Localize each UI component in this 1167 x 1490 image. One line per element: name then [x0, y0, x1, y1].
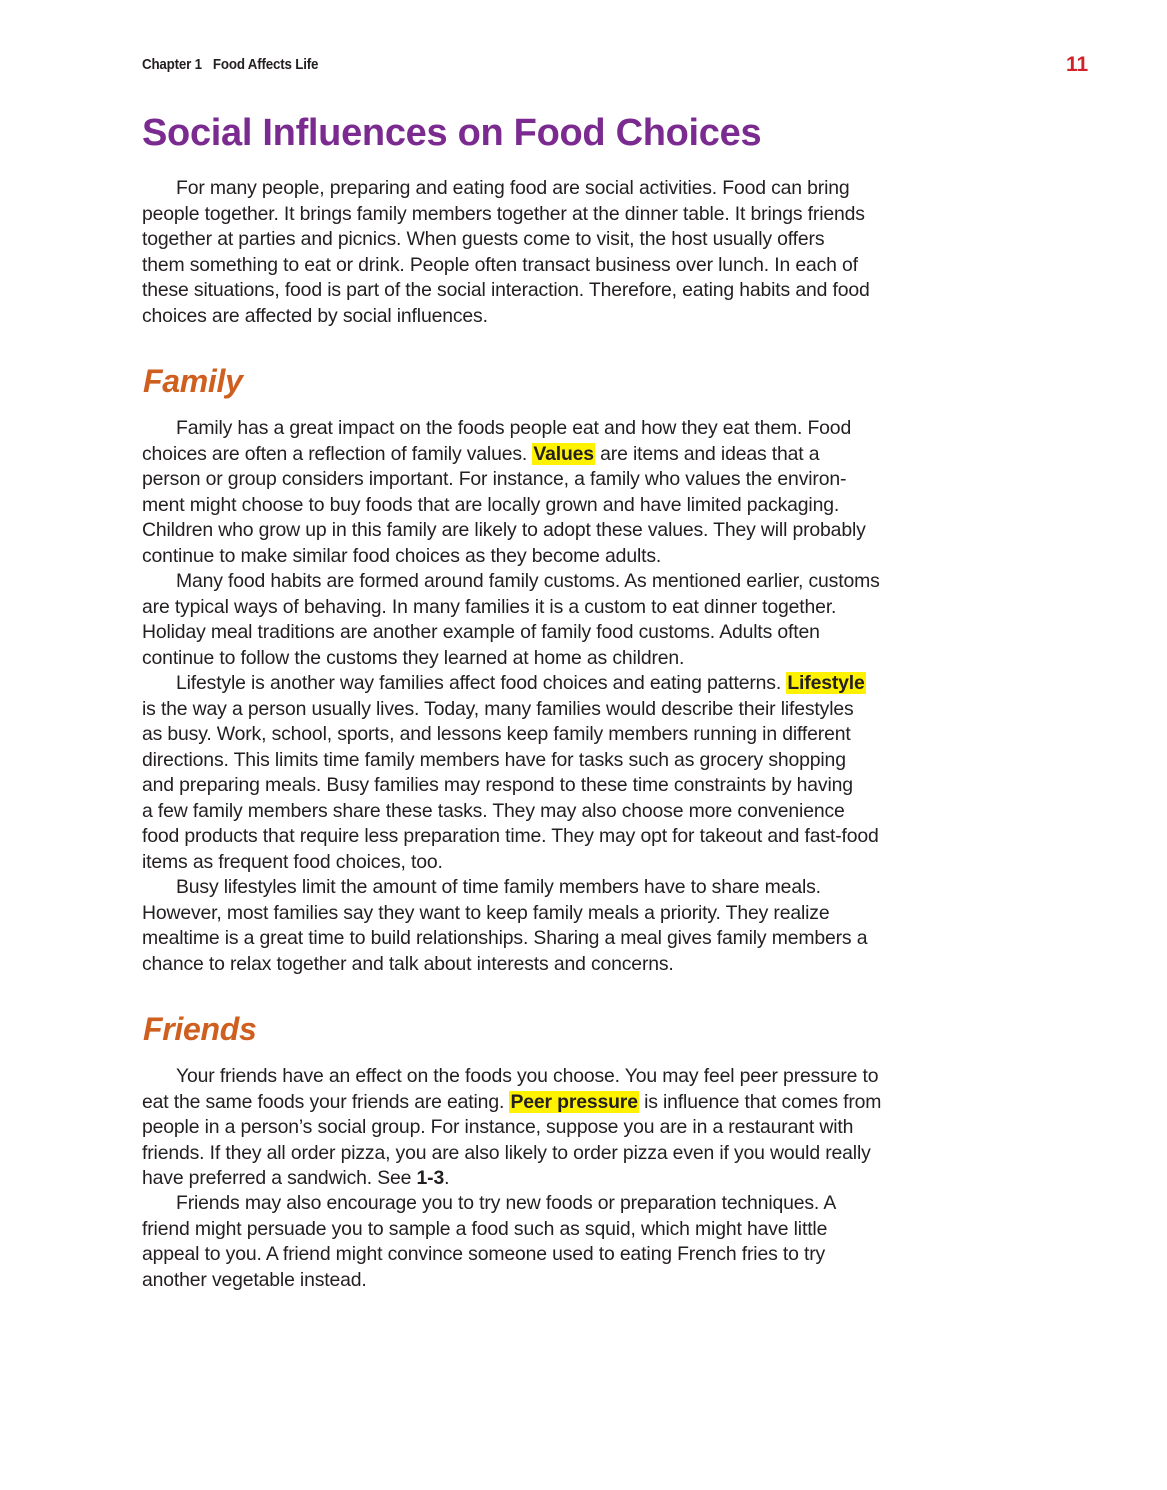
paragraph-line: mealtime is a great time to build relationships. Sharing a meal gives family members a [142, 927, 868, 949]
paragraph-line: another vegetable instead. [142, 1268, 367, 1291]
paragraph-line: Family has a great impact on the foods people eat and how they eat them. Food [176, 417, 852, 439]
paragraph-line: person or group considers important. For instance, a family who values the environ- [142, 468, 847, 490]
key-term-lifestyle: Lifestyle [787, 672, 865, 694]
paragraph-line [142, 442, 866, 468]
paragraph-line: directions. This limits time family members have for tasks such as grocery shopping [142, 748, 846, 771]
paragraph-line: as busy. Work, school, sports, and lessons keep family members running in different [142, 723, 851, 745]
paragraph-line: Your friends have an effect on the foods you choose. You may feel peer pressure to [176, 1065, 879, 1087]
paragraph-line: However, most families say they want to keep family meals a priority. They realize [142, 901, 830, 924]
family-paragraph-lifestyle [142, 671, 879, 875]
figure-reference[interactable]: 1-3 [416, 1167, 445, 1189]
paragraph-line: together at parties and picnics. When guests come to visit, the host usually offers [142, 228, 825, 250]
chapter-title: Food Affects Life [212, 57, 319, 73]
text-run: have preferred a sandwich. See [142, 1167, 417, 1189]
paragraph-line: Children who grow up in this family are likely to adopt these values. They will probably [142, 519, 866, 541]
text-run: choices are often a reflection of family values. [142, 442, 533, 465]
running-header [142, 57, 318, 73]
key-term-peer-pressure: Peer pressure [510, 1090, 638, 1113]
section-heading-family: Family [143, 363, 243, 399]
section-heading-friends: Friends [143, 1011, 257, 1047]
paragraph-line: choices are affected by social influences. [142, 304, 488, 327]
friends-paragraph-new-foods [142, 1191, 836, 1293]
family-paragraph-mealtime [142, 875, 867, 977]
page-title: Social Influences on Food Choices [142, 112, 762, 154]
chapter-label: Chapter 1 [142, 57, 202, 73]
paragraph-line: For many people, preparing and eating food are social activities. Food can bring [176, 177, 850, 199]
paragraph-line: friend might persuade you to sample a food such as squid, which might have little [142, 1217, 828, 1240]
friends-paragraph-peer-pressure [142, 1064, 881, 1192]
paragraph-line: Busy lifestyles limit the amount of time family members have to share meals. [176, 876, 821, 898]
paragraph-line: items as frequent food choices, too. [142, 850, 443, 873]
paragraph-line: people together. It brings family members together at the dinner table. It brings friends [142, 202, 865, 225]
paragraph-line: them something to eat or drink. People often transact business over lunch. In each of [142, 253, 858, 276]
text-run: Lifestyle is another way families affect food choices and eating patterns. [176, 672, 787, 694]
paragraph-line: Friends may also encourage you to try new foods or preparation techniques. A [176, 1192, 837, 1214]
paragraph-line: and preparing meals. Busy families may respond to these time constraints by having [142, 774, 853, 796]
paragraph-line: appeal to you. A friend might convince someone used to eating French fries to try [142, 1243, 826, 1265]
family-paragraph-customs [142, 569, 880, 671]
page-number: 11 [1066, 53, 1089, 76]
paragraph-line: Holiday meal traditions are another example of family food customs. Adults often [142, 621, 820, 643]
paragraph-line: continue to make similar food choices as they become adults. [142, 544, 662, 567]
paragraph-line: is the way a person usually lives. Today, many families would describe their lifestyles [142, 697, 854, 720]
paragraph-line: ment might choose to buy foods that are locally grown and have limited packaging. [142, 493, 840, 516]
key-term-values: Values [533, 442, 594, 465]
paragraph-line: continue to follow the customs they learned at home as children. [142, 646, 685, 669]
paragraph-line: a few family members share these tasks. They may also choose more convenience [142, 799, 845, 822]
family-paragraph-values [142, 416, 866, 569]
text-run: are items and ideas that a [594, 442, 820, 465]
paragraph-line: people in a person’s social group. For instance, suppose you are in a restaurant with [142, 1116, 854, 1138]
paragraph-line [142, 1166, 881, 1192]
paragraph-line: friends. If they all order pizza, you are also likely to order pizza even if you would really [142, 1141, 871, 1164]
paragraph-line [142, 671, 879, 697]
paragraph-line: food products that require less preparation time. They may opt for takeout and fast-food [142, 825, 879, 847]
paragraph-line: chance to relax together and talk about interests and concerns. [142, 952, 674, 975]
paragraph-line: are typical ways of behaving. In many families it is a custom to eat dinner together. [142, 595, 837, 618]
paragraph-line [142, 1090, 881, 1116]
paragraph-line: Many food habits are formed around family customs. As mentioned earlier, customs [176, 570, 880, 592]
text-run: is influence that comes from [638, 1090, 882, 1113]
intro-paragraph [142, 176, 870, 329]
text-run: eat the same foods your friends are eating. [142, 1090, 510, 1113]
text-run: . [444, 1167, 450, 1189]
paragraph-line: these situations, food is part of the social interaction. Therefore, eating habits and food [142, 279, 870, 301]
